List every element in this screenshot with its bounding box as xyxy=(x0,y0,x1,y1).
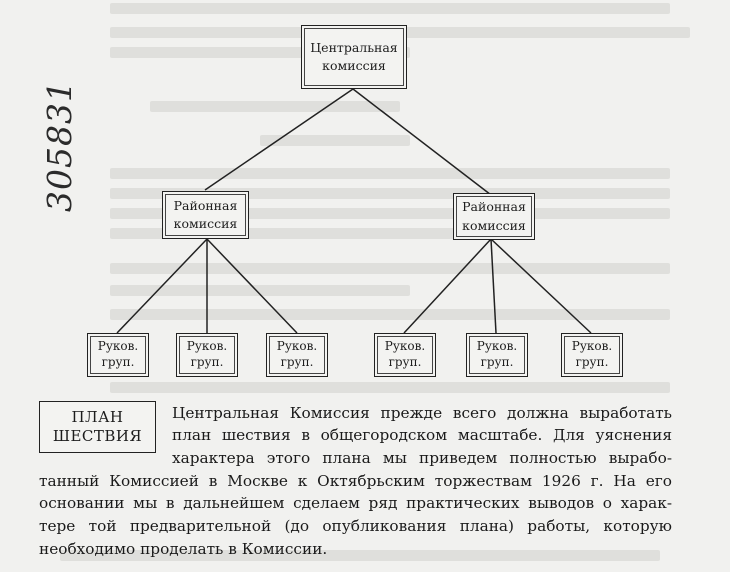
group-leader-line2: груп. xyxy=(480,355,514,369)
plan-heading-line2: ШЕСТВИЯ xyxy=(52,427,143,445)
group-leader-line2: груп. xyxy=(575,355,609,369)
group-leader-box xyxy=(176,333,238,377)
connector-district-leaf xyxy=(117,239,207,333)
paragraph-line: основании мы в дальнейшем сделаем ряд практических выводов о харак- xyxy=(39,494,672,512)
group-leader-line2: груп. xyxy=(388,355,422,369)
central-commission-box xyxy=(301,25,407,89)
group-leader-box xyxy=(466,333,528,377)
handwritten-number-text: 305831 xyxy=(40,80,79,212)
connector-district-leaf xyxy=(491,239,591,333)
connector-district-leaf xyxy=(491,239,496,333)
paragraph-line: план шествия в общегородском масштабе. Для уяснения xyxy=(172,426,672,444)
connector-root-district-right xyxy=(353,89,495,198)
district-commission-line2: комиссия xyxy=(462,217,526,233)
group-leader-box xyxy=(87,333,149,377)
group-leader-line1: Руков. xyxy=(97,339,139,354)
group-leader-box xyxy=(561,333,623,377)
plan-heading-line1: ПЛАН xyxy=(71,407,124,426)
plan-heading-box xyxy=(39,401,156,453)
central-commission-line2: комиссия xyxy=(322,58,386,73)
connector-district-leaf xyxy=(207,239,297,333)
group-leader-line1: Руков. xyxy=(276,339,318,354)
group-leader-line1: Руков. xyxy=(384,339,426,354)
group-leader-line1: Руков. xyxy=(571,339,613,354)
paragraph-line: Центральная Комиссия прежде всего должна выработать xyxy=(172,404,672,422)
district-commission-box xyxy=(162,191,249,239)
paragraph-line: необходимо проделать в Комиссии. xyxy=(39,540,328,558)
paragraph-line: танный Комиссией в Москве к Октябрьским торжествам 1926 г. На его xyxy=(39,472,672,490)
group-leader-box xyxy=(266,333,328,377)
connector-district-leaf xyxy=(404,239,491,333)
group-leader-box xyxy=(374,333,436,377)
district-commission-line1: Районная xyxy=(173,197,238,213)
group-leader-line1: Руков. xyxy=(186,339,228,354)
connector-root-district-left xyxy=(205,89,353,190)
district-commission-line1: Районная xyxy=(462,199,526,215)
group-leader-line2: груп. xyxy=(280,355,314,369)
group-leader-line2: груп. xyxy=(101,355,135,369)
district-commission-line2: комиссия xyxy=(173,216,238,231)
paragraph-line: характера этого плана мы приведем полностью вырабо- xyxy=(172,449,672,467)
group-leader-line1: Руков. xyxy=(476,339,518,354)
group-leader-line2: груп. xyxy=(190,355,224,369)
paragraph-line: тере той предварительной (до опубликования плана) работы, которую xyxy=(39,517,672,535)
central-commission-line1: Центральная xyxy=(310,39,398,55)
district-commission-box xyxy=(453,193,535,240)
